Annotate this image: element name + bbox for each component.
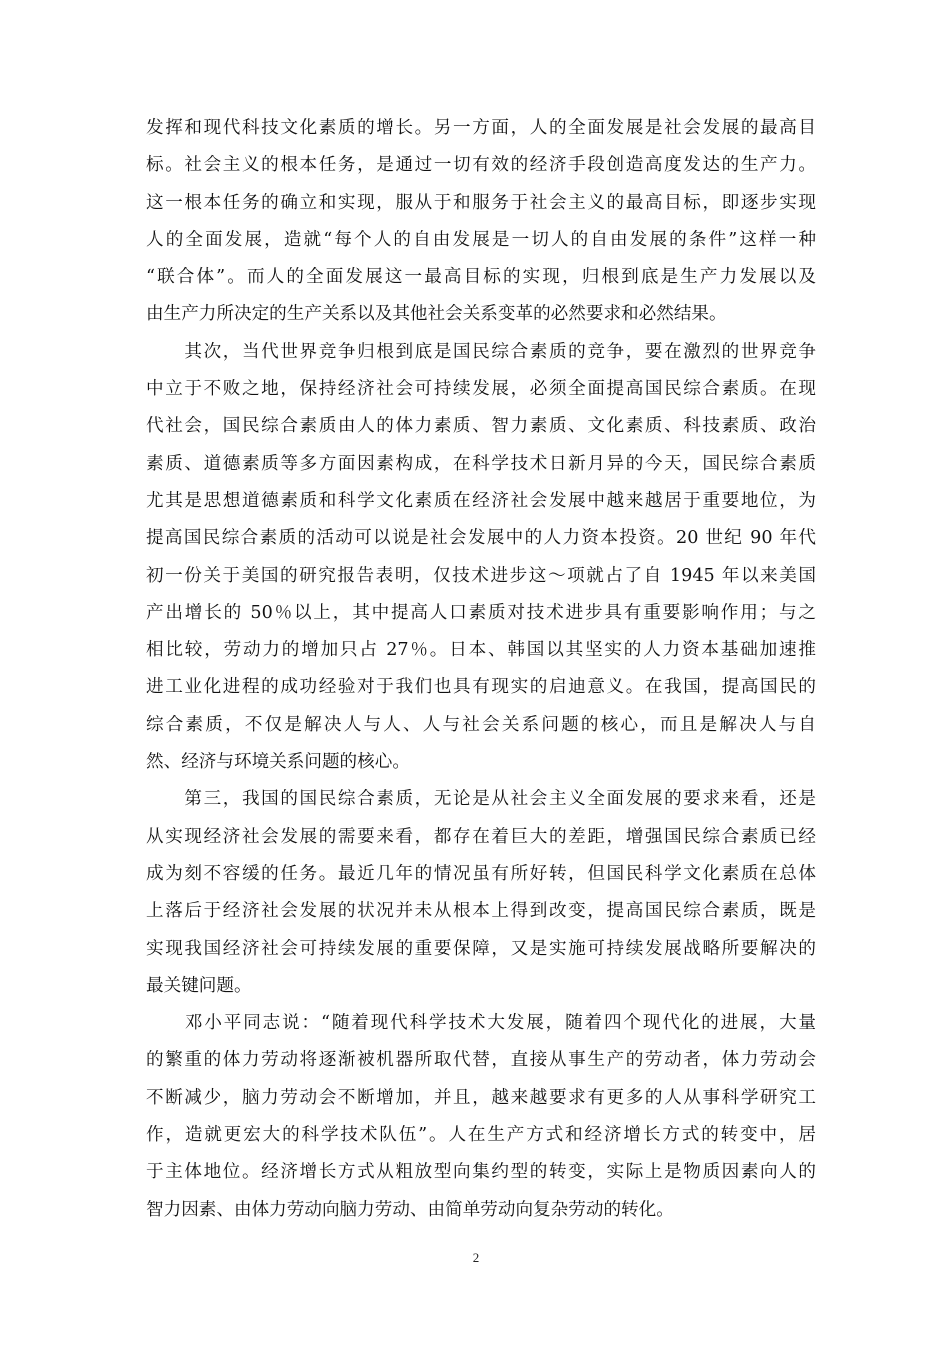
text-line: 标。社会主义的根本任务，是通过一切有效的经济手段创造高度发达的生产力。 <box>146 155 816 176</box>
body-text <box>146 110 816 1229</box>
text-line: 发挥和现代科技文化素质的增长。另一方面，人的全面发展是社会发展的最高目 <box>146 118 816 138</box>
text-line: 综合素质，不仅是解决人与人、人与社会关系问题的核心，而且是解决人与自 <box>146 714 816 735</box>
text-line: 人的全面发展，造就“每个人的自由发展是一切人的自由发展的条件”这样一种 <box>146 229 816 250</box>
text-line: 成为刻不容缓的任务。最近几年的情况虽有所好转，但国民科学文化素质在总体 <box>146 863 816 884</box>
text-line: 相比较，劳动力的增加只占 27％。日本、韩国以其坚实的人力资本基础加速推 <box>146 640 816 661</box>
text-line: 其次，当代世界竞争归根到底是国民综合素质的竞争，要在激烈的世界竞争 <box>146 341 816 362</box>
text-line: 邓小平同志说：“随着现代科学技术大发展，随着四个现代化的进展，大量 <box>146 1013 816 1034</box>
text-line: 然、经济与环境关系问题的核心。 <box>146 752 410 773</box>
text-line: “联合体”。而人的全面发展这一最高目标的实现，归根到底是生产力发展以及 <box>146 267 816 288</box>
text-line: 由生产力所决定的生产关系以及其他社会关系变革的必然要求和必然结果。 <box>146 304 727 325</box>
text-line: 初一份关于美国的研究报告表明，仅技术进步这～项就占了自 1945 年以来美国 <box>146 565 816 586</box>
text-line: 的繁重的体力劳动将逐渐被机器所取代替，直接从事生产的劳动者，体力劳动会 <box>146 1050 816 1071</box>
text-line: 提高国民综合素质的活动可以说是社会发展中的人力资本投资。20 世纪 90 年代 <box>146 528 816 549</box>
text-line: 代社会，国民综合素质由人的体力素质、智力素质、文化素质、科技素质、政治 <box>146 416 816 437</box>
text-line: 实现我国经济社会可持续发展的重要保障，又是实施可持续发展战略所要解决的 <box>146 938 816 959</box>
text-line: 产出增长的 50％以上，其中提高人口素质对技术进步具有重要影响作用；与之 <box>146 602 816 623</box>
text-line: 第三，我国的国民综合素质，无论是从社会主义全面发展的要求来看，还是 <box>146 789 816 810</box>
text-line: 不断减少，脑力劳动会不断增加，并且，越来越要求有更多的人从事科学研究工 <box>146 1087 816 1108</box>
text-line: 最关键问题。 <box>146 975 252 996</box>
text-line: 这一根本任务的确立和实现，服从于和服务于社会主义的最高目标，即逐步实现 <box>146 192 816 213</box>
text-line: 素质、道德素质等多方面因素构成，在科学技术日新月异的今天，国民综合素质 <box>146 453 816 474</box>
text-line: 作，造就更宏大的科学技术队伍”。人在生产方式和经济增长方式的转变中，居 <box>146 1125 816 1146</box>
text-line: 智力因素、由体力劳动向脑力劳动、由简单劳动向复杂劳动的转化。 <box>146 1199 674 1220</box>
page-number: 2 <box>472 1250 480 1265</box>
text-line: 中立于不败之地，保持经济社会可持续发展，必须全面提高国民综合素质。在现 <box>146 379 816 400</box>
text-line: 于主体地位。经济增长方式从粗放型向集约型的转变，实际上是物质因素向人的 <box>146 1162 816 1183</box>
text-line: 尤其是思想道德素质和科学文化素质在经济社会发展中越来越居于重要地位，为 <box>146 490 816 511</box>
text-line: 上落后于经济社会发展的状况并未从根本上得到改变，提高国民综合素质，既是 <box>146 901 816 922</box>
text-line: 进工业化进程的成功经验对于我们也具有现实的启迪意义。在我国，提高国民的 <box>146 677 816 698</box>
text-line: 从实现经济社会发展的需要来看，都存在着巨大的差距，增强国民综合素质已经 <box>146 826 816 847</box>
